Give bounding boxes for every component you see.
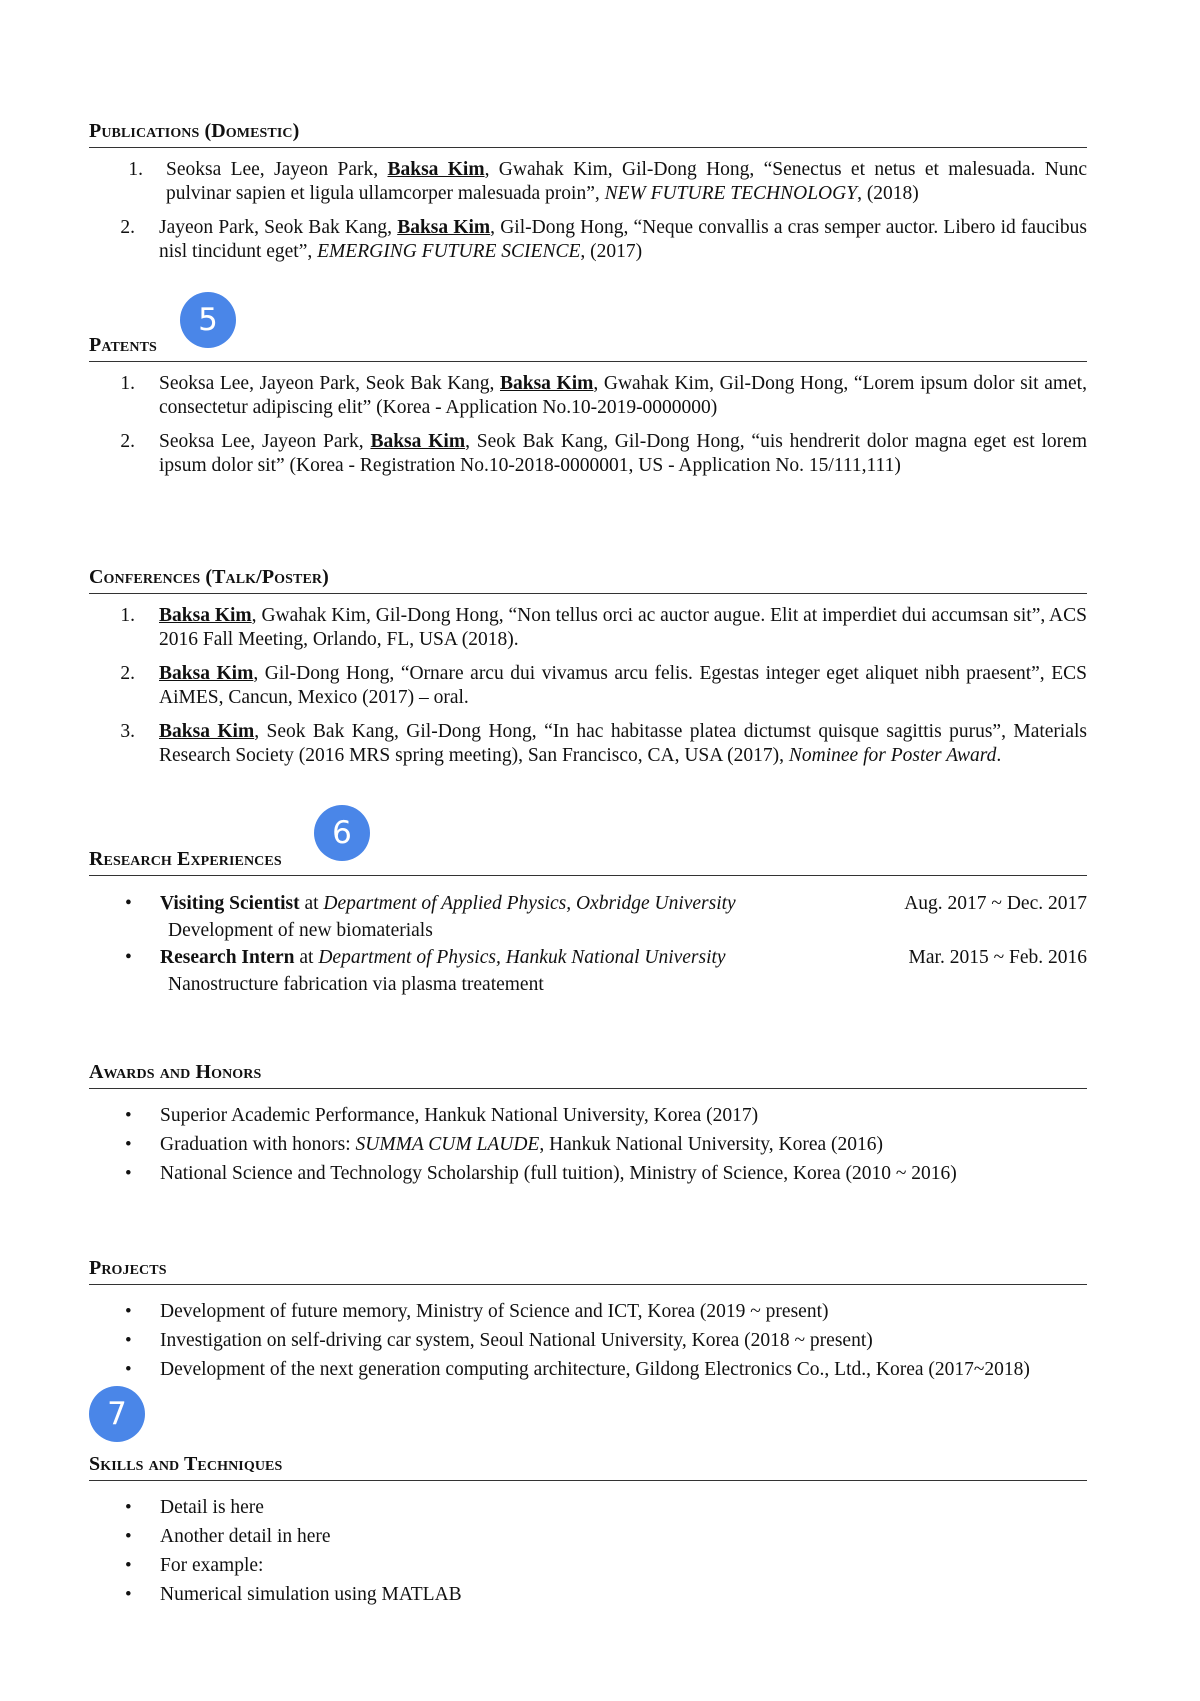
research-list — [89, 890, 1087, 998]
award-text: Superior Academic Performance, Hankuk National University, Korea (2017) — [160, 1105, 759, 1126]
highlighted-author: Baksa Kim — [499, 373, 594, 394]
conference-text: , Gwahak Kim, Gil-Dong Hong, “Non tellus orci ac auctor augue. Elit at imperdiet dui accumsan sit”, ACS 2016 Fall Meeting, Orlando, FL, USA (2018). — [159, 605, 1087, 650]
award-text: National Science and Technology Scholarship (full tuition), Ministry of Science, Korea (2010 ~ 2016) — [160, 1163, 957, 1184]
institution: Department of Physics, Hankuk National University — [318, 947, 726, 968]
conferences-list — [89, 604, 1087, 768]
step-badge-7: 7 — [89, 1386, 145, 1442]
highlighted-author: Baksa Kim — [159, 605, 252, 626]
section-conferences — [89, 563, 1087, 768]
date-range: Mar. 2015 ~ Feb. 2016 — [908, 947, 1087, 968]
skills-list — [89, 1493, 1087, 1609]
highlighted-author: Baksa Kim — [387, 159, 485, 180]
patent-item — [89, 430, 1087, 478]
item-number: 2. — [120, 217, 135, 238]
patent-text: , Gwahak Kim, Gil-Dong Hong, “Lorem ipsum dolor sit amet, consectetur adipiscing elit” (Korea - Application No.10-2019-0000000) — [159, 373, 1087, 418]
at-word: at — [294, 947, 319, 968]
item-number: 1. — [128, 159, 143, 180]
section-heading: Patents — [89, 331, 1087, 362]
project-item: • Development of the next generation computing architecture, Gildong Electronics Co., Ltd., Korea (2017~2018) — [89, 1355, 1087, 1384]
award-text: Graduation with honors: — [160, 1134, 356, 1155]
inventors: Seoksa Lee, Jayeon Park, — [159, 431, 371, 452]
section-skills — [89, 1450, 1087, 1609]
conference-item — [89, 662, 1087, 710]
award-note: Nominee for Poster Award — [788, 745, 997, 766]
journal-name: NEW FUTURE TECHNOLOGY — [604, 183, 858, 204]
patent-item — [89, 372, 1087, 420]
step-badge-6: 6 — [314, 805, 370, 861]
publications-list — [89, 158, 1087, 264]
conference-text: , Gil-Dong Hong, “Ornare arcu dui vivamus arcu felis. Egestas integer eget aliquet nibh praesent”, ECS AiMES, Cancun, Mexico (2017) – oral. — [159, 663, 1087, 708]
highlighted-author: Baksa Kim — [159, 663, 254, 684]
section-heading: Conferences (Talk/Poster) — [89, 563, 1087, 594]
journal-name: EMERGING FUTURE SCIENCE — [317, 241, 581, 262]
period: . — [996, 745, 1002, 766]
patents-list — [89, 372, 1087, 478]
section-heading: Projects — [89, 1254, 1087, 1285]
authors: Seoksa Lee, Jayeon Park, — [166, 159, 388, 180]
section-awards — [89, 1058, 1087, 1188]
section-publications-domestic — [89, 117, 1087, 264]
at-word: at — [299, 893, 324, 914]
highlighted-author: Baksa Kim — [370, 431, 466, 452]
section-heading: Awards and Honors — [89, 1058, 1087, 1089]
section-research-experiences — [89, 845, 1087, 998]
award-item — [89, 1130, 1087, 1159]
award-item — [89, 1101, 1087, 1130]
publication-item — [89, 216, 1087, 264]
conference-text: , Seok Bak Kang, Gil-Dong Hong, “In hac habitasse platea dictumst quisque sagittis purus”, Materials Research Society (2016 MRS spring meeting), San Francisco, CA, USA (2017), — [159, 721, 1087, 766]
item-number: 1. — [120, 373, 135, 394]
research-title-row — [89, 944, 1087, 971]
item-number: 3. — [120, 721, 135, 742]
research-description: Development of new biomaterials — [168, 920, 433, 941]
highlighted-author: Baksa Kim — [397, 217, 491, 238]
year: , (2018) — [857, 183, 919, 204]
awards-list — [89, 1101, 1087, 1188]
citation-text: , Gwahak Kim, Gil-Dong Hong, “Senectus et netus et malesuada. Nunc pulvinar sapien et ligula ullamcorper malesuada proin”, — [166, 159, 1087, 204]
inventors: Seoksa Lee, Jayeon Park, Seok Bak Kang, — [159, 373, 500, 394]
research-title-row — [89, 890, 1087, 917]
highlighted-author: Baksa Kim — [159, 721, 255, 742]
section-heading: Research Experiences — [89, 845, 1087, 876]
skill-item: • Detail is here — [89, 1493, 1087, 1522]
skill-item: • Numerical simulation using MATLAB — [89, 1580, 1087, 1609]
item-number: 1. — [120, 605, 135, 626]
date-range: Aug. 2017 ~ Dec. 2017 — [904, 893, 1087, 914]
conference-item — [89, 604, 1087, 652]
citation-text: , Gil-Dong Hong, “Neque convallis a cras semper auctor. Libero id faucibus nisl tincidunt eget”, — [159, 217, 1087, 262]
authors: Jayeon Park, Seok Bak Kang, — [159, 217, 398, 238]
section-patents — [89, 331, 1087, 478]
project-item: • Development of future memory, Ministry of Science and ICT, Korea (2019 ~ present) — [89, 1297, 1087, 1326]
section-projects — [89, 1254, 1087, 1384]
award-text-tail: , Hankuk National University, Korea (2016) — [539, 1134, 883, 1155]
position-title: Visiting Scientist — [160, 893, 300, 914]
year: , (2017) — [580, 241, 643, 262]
section-heading: Skills and Techniques — [89, 1450, 1087, 1481]
research-description: Nanostructure fabrication via plasma treatement — [168, 974, 544, 995]
item-number: 2. — [120, 431, 135, 452]
skill-item: • Another detail in here — [89, 1522, 1087, 1551]
projects-list — [89, 1297, 1087, 1384]
item-number: 2. — [120, 663, 135, 684]
step-badge-5: 5 — [180, 292, 236, 348]
research-item — [89, 890, 1087, 944]
project-item: • Investigation on self-driving car system, Seoul National University, Korea (2018 ~ present) — [89, 1326, 1087, 1355]
skill-item: • For example: — [89, 1551, 1087, 1580]
section-heading: Publications (Domestic) — [89, 117, 1087, 148]
award-item — [89, 1159, 1087, 1188]
patent-text: , Seok Bak Kang, Gil-Dong Hong, “uis hendrerit dolor magna eget est lorem ipsum dolor sit” (Korea - Registration No.10-2018-0000001, US - Application No. 15/111,111) — [159, 431, 1087, 476]
position-title: Research Intern — [160, 947, 295, 968]
honor-latin: SUMMA CUM LAUDE — [355, 1134, 540, 1155]
conference-item — [89, 720, 1087, 768]
institution: Department of Applied Physics, Oxbridge University — [323, 893, 736, 914]
publication-item — [89, 158, 1087, 206]
research-item — [89, 944, 1087, 998]
